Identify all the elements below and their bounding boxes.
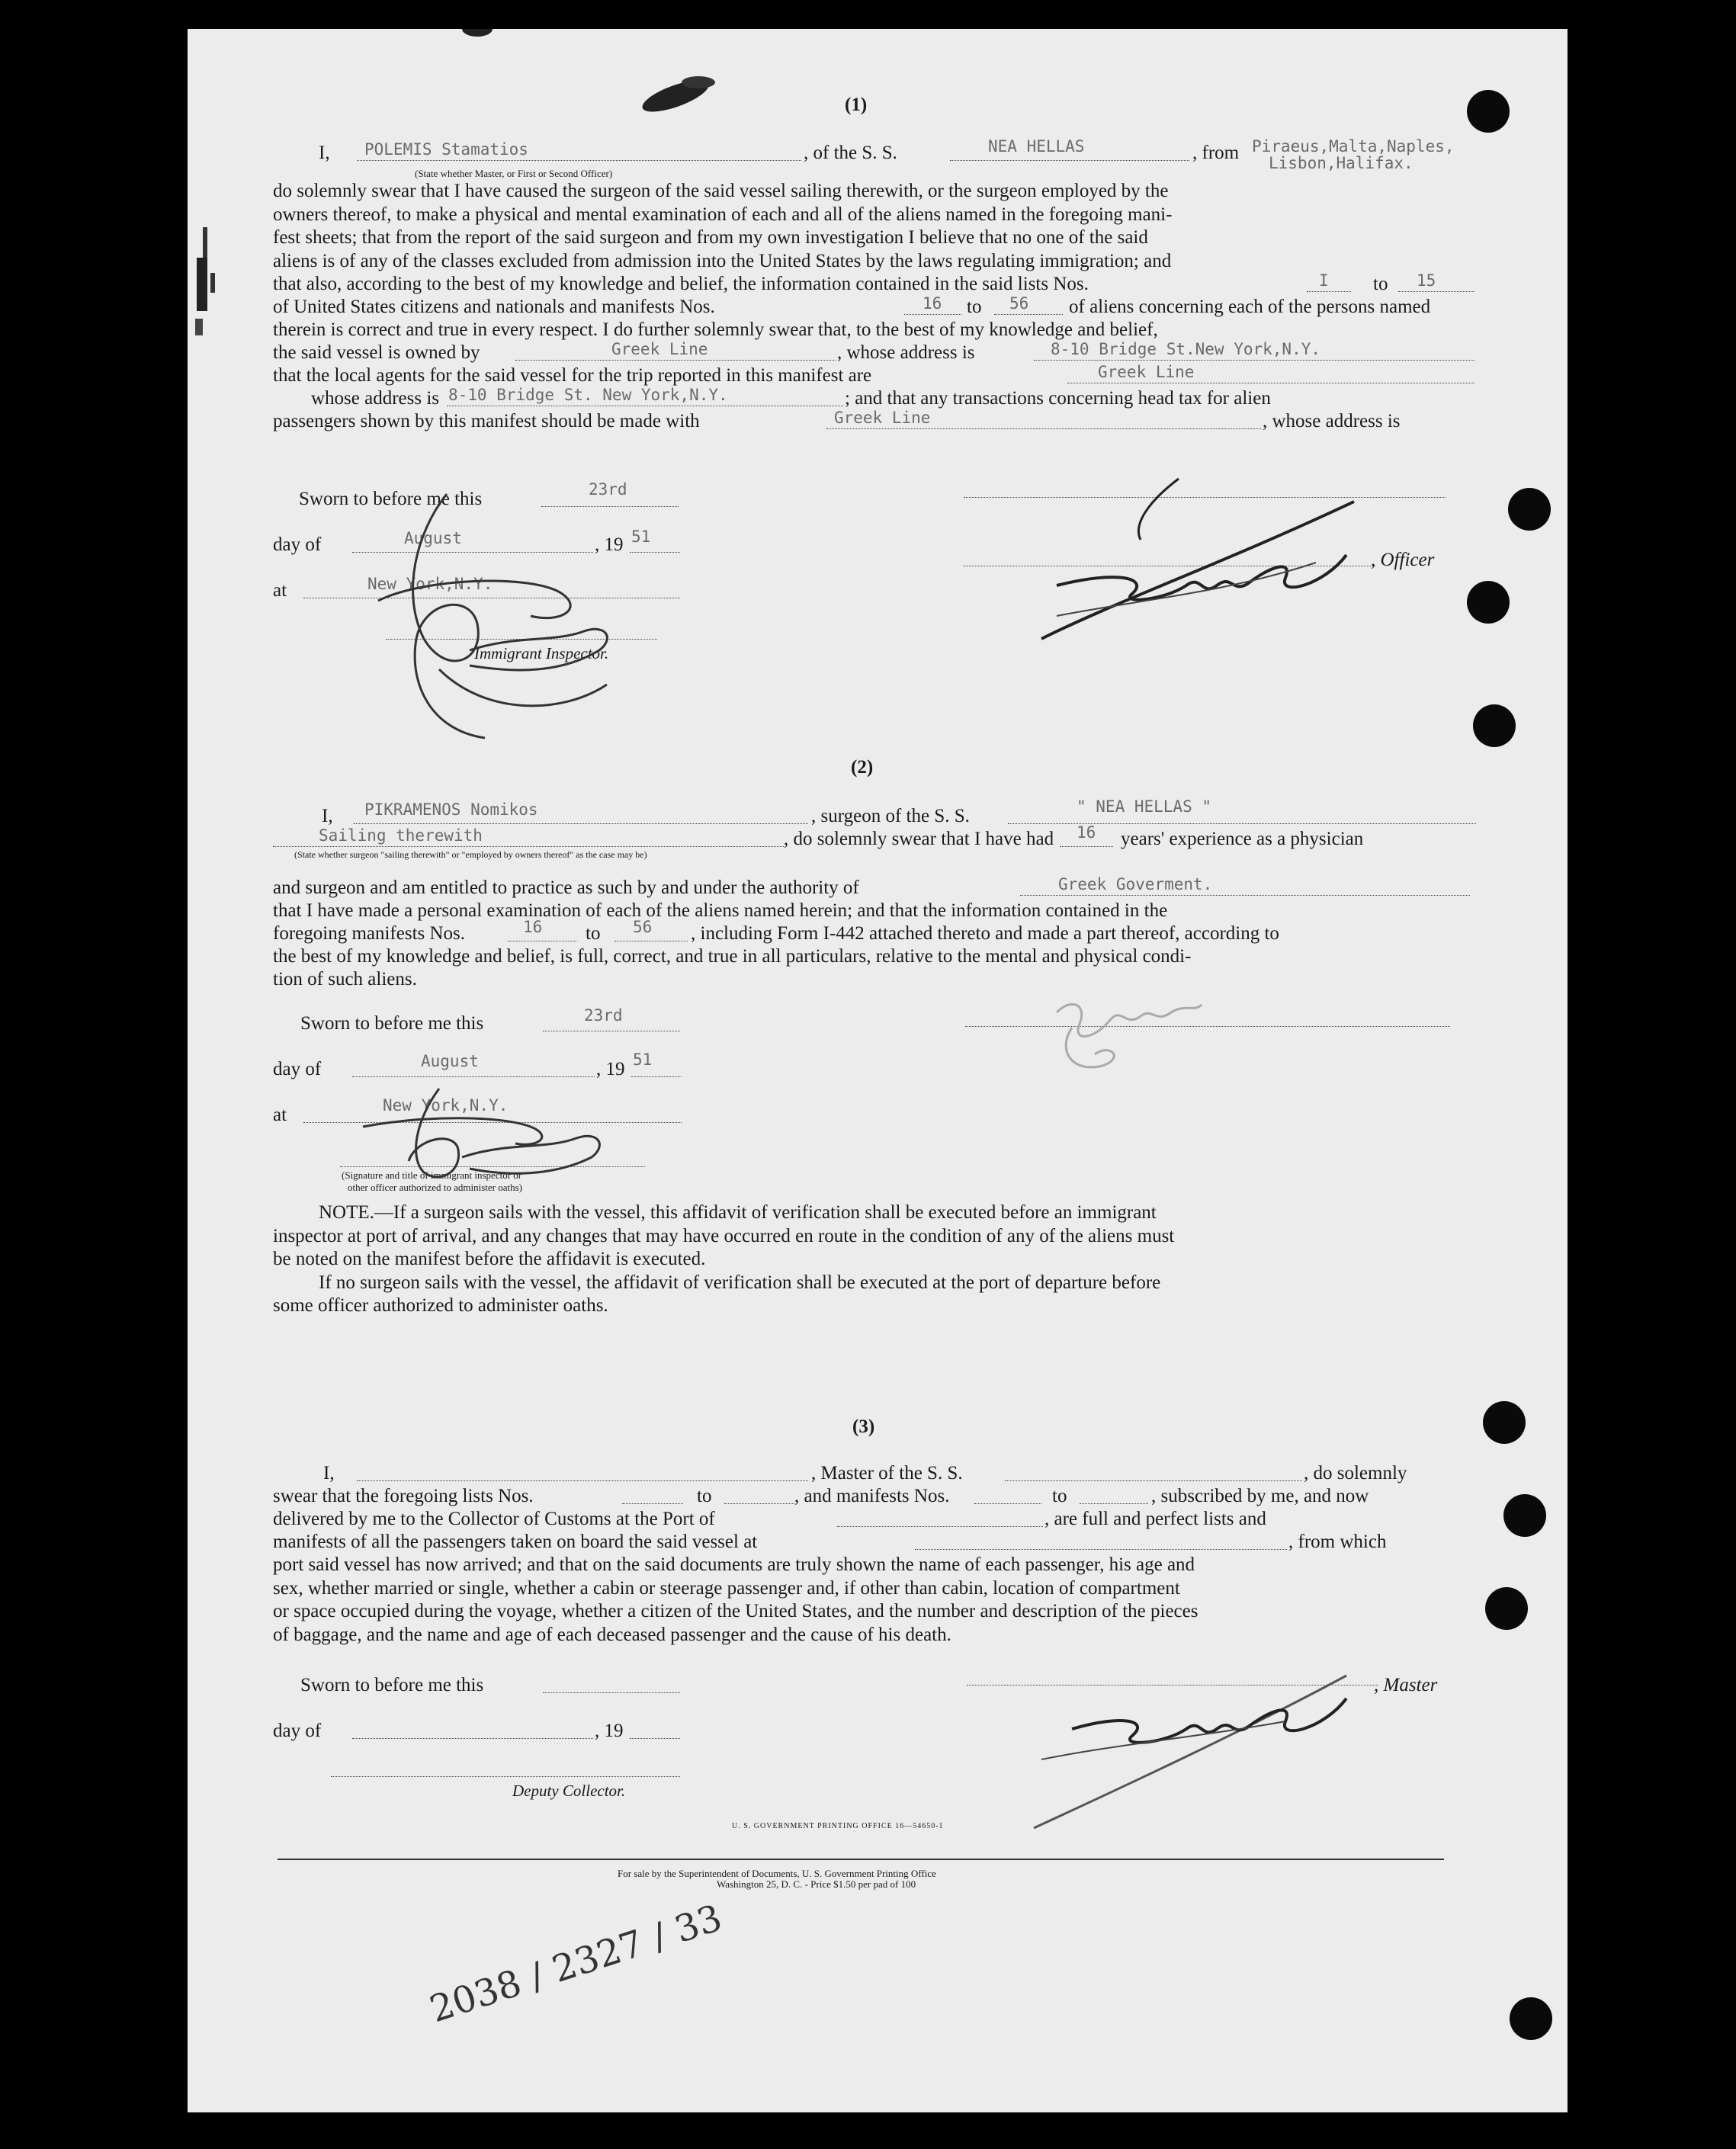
head-tax-label: ; and that any transactions concerning head tax for alien [845,388,1271,409]
section-2-line5: tion of such aliens. [273,969,417,990]
manifests-label-2: foregoing manifests Nos. [273,923,466,944]
at-label: at [273,580,287,601]
lists-label-3: swear that the foregoing lists Nos. [273,1486,534,1506]
punch-hole [1483,1401,1526,1444]
inspector-signature [332,486,691,746]
surgeon-signature [1026,982,1240,1089]
note-line: inspector at port of arrival, and any changes that may have occurred en route in the condition of any of the aliens must [273,1225,1175,1246]
sale-line-2: Washington 25, D. C. - Price $1.50 per pad of 100 [717,1878,916,1890]
correct-line: therein is correct and true in every respect. I do further solemnly swear that, to the best of my knowledge and belief, [273,319,1158,340]
note-line: some officer authorized to administer oaths. [273,1295,608,1316]
deputy-caption: Deputy Collector. [512,1782,626,1800]
head-tax-with-label: passengers shown by this manifest should be made with [273,411,700,431]
month-field-2[interactable]: August [421,1052,479,1070]
punch-hole [1467,581,1510,624]
whose-address-label: , whose address is [1263,411,1401,431]
lists-to-field[interactable]: 15 [1417,271,1436,290]
do-solemnly-label: , do solemnly [1304,1463,1407,1483]
ports-field-line2[interactable]: Lisbon,Halifax. [1269,154,1414,172]
year-prefix-2: , 19 [596,1059,625,1079]
sale-line-1: For sale by the Superintendent of Documents, U. S. Government Printing Office [618,1868,936,1879]
from-which-label: , from which [1288,1532,1387,1552]
body-line: or space occupied during the voyage, whether a citizen of the United States, and the number and description of the pieces [273,1601,1199,1621]
at-label-2: at [273,1105,287,1125]
manifests-from-field-2[interactable]: 16 [523,918,543,936]
to-word-3b: to [1052,1486,1067,1506]
handwritten-numbers: 2038 / 2327 / 33 [425,1896,727,2032]
section-2-line4: the best of my knowledge and belief, is full, correct, and true in all particulars, relative to the mental and physical condi- [273,946,1192,967]
subscribed-label: , subscribed by me, and now [1151,1486,1369,1506]
inspector-signature-2 [332,1089,653,1188]
authority-label: and surgeon and am entitled to practice as such by and under the authority of [273,877,859,898]
punch-hole [1485,1587,1528,1630]
form-page [188,29,1568,2112]
master-caption: (State whether Master, or First or Second Officer) [415,168,613,179]
sailing-caption: (State whether surgeon "sailing therewith" or "employed by owners thereof" as the case may be) [294,849,647,860]
lists-to-word: to [1373,274,1388,294]
owner-field[interactable]: Greek Line [611,340,708,358]
manifests-to-word: to [967,297,982,317]
section-1-body [273,180,1487,273]
officer-signature [1026,471,1423,669]
intro-prefix-3: I, [323,1463,335,1483]
swear-text: , do solemnly swear that I have had [784,829,1054,849]
ports-field-line1[interactable]: Piraeus,Malta,Naples, [1252,137,1455,156]
signature-caption-2: other officer authorized to administer oaths) [348,1182,522,1193]
lists-from-field[interactable]: I [1319,271,1329,290]
year-suffix-field[interactable]: 51 [631,528,651,546]
sworn-label: Sworn to before me this [299,489,483,509]
year-prefix: , 19 [595,534,624,555]
body-line: sex, whether married or single, whether a cabin or steerage passenger and, if other than cabin, location of compartment [273,1577,1180,1599]
year-prefix-3: , 19 [595,1721,624,1741]
body-line: owners thereof, to make a physical and mental examination of each and all of the aliens named in the foregoing mani- [273,204,1173,225]
years-text: years' experience as a physician [1121,829,1364,849]
section-2-line3b: , including Form I-442 attached thereto and made a part thereof, according to [691,923,1279,944]
ship-name-field[interactable]: NEA HELLAS [988,137,1085,156]
note-block [273,1201,1487,1318]
taken-on-board-label: manifests of all the passengers taken on board the said vessel at [273,1532,758,1552]
master-of-label: , Master of the S. S. [811,1463,963,1483]
port-label: delivered by me to the Collector of Customs at the Port of [273,1509,715,1529]
master-name-field[interactable]: POLEMIS Stamatios [364,140,528,159]
years-field[interactable]: 16 [1077,823,1096,842]
day-of-label-2: day of [273,1059,322,1079]
manifests-suffix: of aliens concerning each of the persons named [1069,297,1431,317]
section-2-line2: that I have made a personal examination of each of the aliens named herein; and that the information contained in the [273,900,1168,921]
head-tax-with-field[interactable]: Greek Line [834,409,931,427]
section-1-heading: (1) [845,95,868,115]
full-perfect-label: , are full and perfect lists and [1044,1509,1266,1529]
to-word-2: to [586,923,601,944]
sworn-day-field[interactable]: 23rd [589,480,627,499]
place-field[interactable]: New York,N.Y. [367,575,493,593]
owned-by-label: the said vessel is owned by [273,342,480,363]
place-field-2[interactable]: New York,N.Y. [383,1096,509,1115]
body-line: fest sheets; that from the report of the said surgeon and from my own investigation I believe that no one of the said [273,227,1148,248]
surgeon-of-ss-label: , surgeon of the S. S. [811,806,970,826]
agents-field[interactable]: Greek Line [1098,363,1195,381]
signature-caption-1: (Signature and title of immigrant inspector or [342,1169,522,1181]
agents-address-field[interactable]: 8-10 Bridge St. New York,N.Y. [448,386,728,404]
officer-caption: , Officer [1371,550,1435,570]
lists-line: that also, according to the best of my knowledge and belief, the information contained in the said lists Nos. [273,274,1089,294]
month-field[interactable]: August [404,529,462,547]
printing-office-line: U. S. GOVERNMENT PRINTING OFFICE 16—54650-1 [732,1822,944,1830]
owner-address-field[interactable]: 8-10 Bridge St.New York,N.Y. [1051,340,1321,358]
authority-field[interactable]: Greek Goverment. [1058,875,1213,893]
agents-label: that the local agents for the said vessel for the trip reported in this manifest are [273,365,872,386]
body-line: port said vessel has now arrived; and that on the said documents are truly shown the name of each passenger, his age and [273,1554,1195,1575]
of-ss-label: , of the S. S. [804,143,897,163]
day-of-label: day of [273,534,322,555]
sworn-label-3: Sworn to before me this [300,1675,484,1695]
note-line: be noted on the manifest before the affidavit is executed. [273,1249,706,1269]
section-3-heading: (3) [852,1416,875,1437]
from-label: , from [1192,143,1240,163]
manifests-label-3: , and manifests Nos. [794,1486,950,1506]
day-of-label-3: day of [273,1721,322,1741]
note-line: If no surgeon sails with the vessel, the affidavit of verification shall be executed at the port of departure before [319,1272,1161,1293]
section-2-heading: (2) [851,757,874,778]
punch-hole [1508,488,1551,531]
year-suffix-field-2[interactable]: 51 [633,1050,653,1069]
master-signature [1026,1645,1423,1843]
punch-hole [1510,1997,1552,2040]
sworn-label-2: Sworn to before me this [300,1013,484,1034]
surgeon-name-field[interactable]: PIKRAMENOS Nomikos [364,800,538,819]
note-line: NOTE.—If a surgeon sails with the vessel, this affidavit of verification shall be executed before an immigrant [319,1202,1157,1223]
to-word-3a: to [697,1486,712,1506]
agents-address-label: whose address is [311,388,440,409]
section-3-body [273,1554,1487,1647]
manifests-from-field[interactable]: 16 [923,294,942,313]
punch-hole [1503,1494,1546,1537]
body-line: aliens is of any of the classes excluded from admission into the United States by the laws regulating immigration; and [273,250,1172,271]
punch-hole [1467,90,1510,133]
manifests-to-field[interactable]: 56 [1009,294,1029,313]
punch-hole [1473,704,1516,747]
sworn-day-field-2[interactable]: 23rd [584,1006,623,1025]
master-caption-3: , Master [1374,1675,1438,1695]
intro-prefix: I, [319,143,330,163]
body-line: of baggage, and the name and age of each deceased passenger and the cause of his death. [273,1624,951,1645]
intro-prefix-2: I, [322,806,333,826]
body-line: do solemnly swear that I have caused the surgeon of the said vessel sailing therewith, or the surgeon employed by the [273,181,1169,201]
manifests-line: of United States citizens and nationals and manifests Nos. [273,297,715,317]
inspector-caption: Immigrant Inspector. [474,644,609,662]
ship-name-field-2[interactable]: " NEA HELLAS " [1077,797,1212,816]
owner-address-label: , whose address is [837,342,975,363]
sailing-field[interactable]: Sailing therewith [319,826,483,845]
manifests-to-field-2[interactable]: 56 [633,918,653,936]
